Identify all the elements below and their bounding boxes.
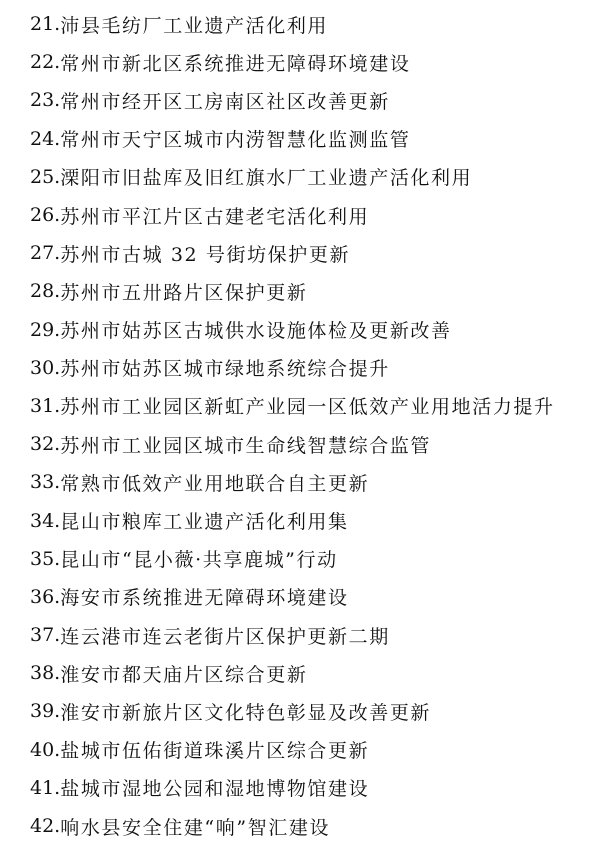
item-number: 25. — [30, 165, 61, 188]
item-number: 32. — [30, 433, 61, 456]
list-item — [30, 463, 590, 501]
list-item — [30, 692, 590, 730]
list-item — [30, 311, 590, 349]
list-item — [30, 731, 590, 769]
list-item — [30, 272, 590, 310]
item-number: 35. — [30, 547, 61, 570]
item-number: 24. — [30, 127, 61, 150]
item-number: 30. — [30, 356, 61, 379]
item-text: 常州市天宁区城市内涝智慧化监测监管 — [60, 129, 411, 152]
list-item — [30, 43, 590, 81]
item-text: 苏州市五卅路片区保护更新 — [60, 281, 308, 304]
item-number: 28. — [30, 280, 61, 303]
item-number: 34. — [30, 509, 61, 532]
item-text: 常州市经开区工房南区社区改善更新 — [60, 90, 390, 113]
item-text: 昆山市“昆小薇·共享鹿城”行动 — [60, 549, 338, 572]
item-number: 41. — [30, 776, 61, 799]
list-item — [30, 425, 590, 463]
item-number: 26. — [30, 204, 61, 227]
item-text: 淮安市新旅片区文化特色彰显及改善更新 — [60, 701, 432, 724]
item-number: 39. — [30, 700, 61, 723]
list-item — [30, 158, 590, 196]
item-text: 苏州市姑苏区古城供水设施体检及更新改善 — [60, 320, 452, 343]
item-text: 昆山市粮库工业遗产活化利用集 — [60, 511, 349, 534]
item-text: 苏州市平江片区古建老宅活化利用 — [60, 205, 370, 228]
item-text: 苏州市古城 32 号街坊保护更新 — [60, 243, 351, 266]
list-item — [30, 807, 590, 845]
item-number: 33. — [30, 471, 61, 494]
item-number: 27. — [30, 242, 61, 265]
item-number: 29. — [30, 318, 61, 341]
item-text: 盐城市湿地公园和湿地博物馆建设 — [60, 778, 370, 801]
item-number: 31. — [30, 394, 61, 417]
list-item — [30, 81, 590, 119]
item-text: 溧阳市旧盐库及旧红旗水厂工业遗产活化利用 — [60, 167, 473, 190]
list-item — [30, 654, 590, 692]
list-item — [30, 501, 590, 539]
item-text: 苏州市工业园区新虹产业园一区低效产业用地活力提升 — [60, 396, 555, 419]
item-text: 沛县毛纺厂工业遗产活化利用 — [60, 14, 329, 37]
list-item — [30, 234, 590, 272]
list-item — [30, 769, 590, 807]
list-item — [30, 540, 590, 578]
item-text: 苏州市工业园区城市生命线智慧综合监管 — [60, 434, 432, 457]
list-item — [30, 387, 590, 425]
item-text: 常熟市低效产业用地联合自主更新 — [60, 472, 370, 495]
item-number: 38. — [30, 662, 61, 685]
item-text: 连云港市连云老街片区保护更新二期 — [60, 625, 390, 648]
item-number: 36. — [30, 585, 61, 608]
item-text: 淮安市都天庙片区综合更新 — [60, 663, 308, 686]
item-text: 响水县安全住建“响”智汇建设 — [60, 816, 331, 839]
list-item — [30, 578, 590, 616]
item-number: 23. — [30, 89, 61, 112]
item-number: 37. — [30, 624, 61, 647]
item-number: 40. — [30, 738, 61, 761]
list-item — [30, 120, 590, 158]
list-item — [30, 5, 590, 43]
item-text: 盐城市伍佑街道珠溪片区综合更新 — [60, 740, 370, 763]
list-item — [30, 349, 590, 387]
item-text: 常州市新北区系统推进无障碍环境建设 — [60, 52, 411, 75]
list-item — [30, 196, 590, 234]
item-number: 21. — [30, 13, 61, 36]
item-text: 海安市系统推进无障碍环境建设 — [60, 587, 349, 610]
item-number: 22. — [30, 51, 61, 74]
project-list — [30, 5, 590, 845]
item-text: 苏州市姑苏区城市绿地系统综合提升 — [60, 358, 390, 381]
list-item — [30, 616, 590, 654]
item-number: 42. — [30, 815, 61, 838]
